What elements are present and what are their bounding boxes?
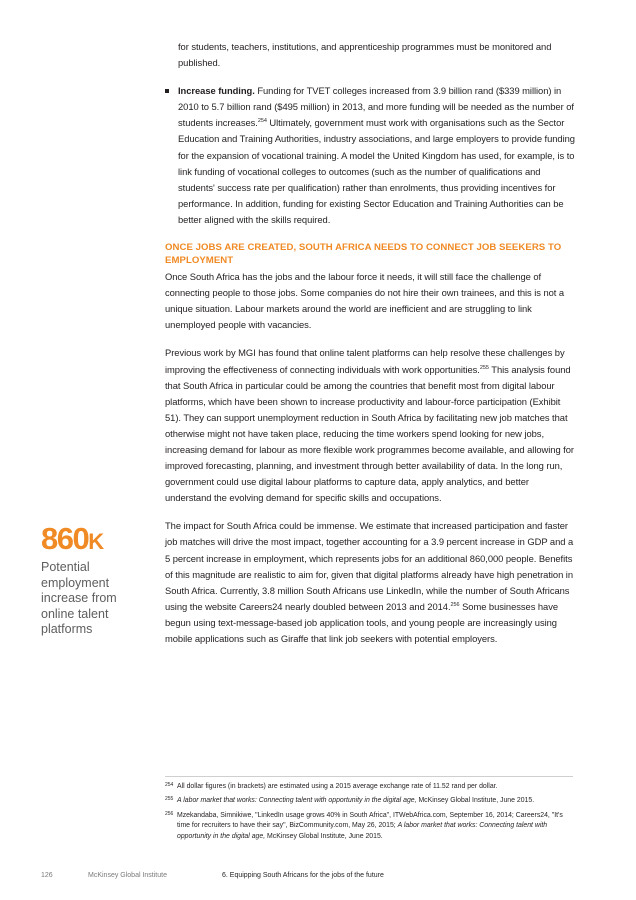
footnote-number: 256: [165, 810, 174, 817]
paragraph-2: [165, 345, 575, 506]
callout-number: 860: [41, 521, 89, 556]
footnote-number: 255: [165, 796, 174, 803]
footnote-text-end: McKinsey Global Institute, June 2015.: [265, 832, 383, 840]
paragraph-1: Once South Africa has the jobs and the labour force it needs, it will still face the challenge of connecting people to those jobs. Some companies do not hire their own trainees, and this is not a unique situation. Labour markets around the world are inefficient and are struggling to link unemployed people with vacancies.: [165, 271, 565, 331]
footnotes: [165, 782, 575, 846]
footnote-divider: [165, 776, 573, 777]
footnote-number: 254: [165, 782, 174, 788]
paragraph-2-text-b: This analysis found that South Africa in particular could be among the countries that benefit most from digital labour platforms, which have been shown to increase productivity and labour-force participation (Exhibit 51). They can support unemployment reduction in South Africa by facilitating new job matches that otherwise might not have taken place, reducing the time workers spend looking for new jobs, increasing demand for labour as more flexible work programmes become available, and allowing for improved forecasting, planning, and investment through better availability of data. In the long run, government could use digital labour platforms to capture data, apply analytics, and better understand the evolving demand for specific skills and occupations.: [165, 363, 574, 504]
footnote-ref-256: 256: [450, 601, 460, 608]
bullet-lead: Increase funding.: [178, 85, 255, 97]
footnote-title: A labor market that works: Connecting talent with opportunity in the digital age,: [177, 822, 548, 840]
bullet-increase-funding: [165, 83, 575, 228]
paragraph-3-text-a: The impact for South Africa could be immense. We estimate that increased participation and faster job matches will drive the most impact, together accounting for a 3.9 percent increase in GDP and a 5 percent increase in employment, which represents jobs for an additional 860,000 people. Benefits of this magnitude are realistic to aim for, given that digital platforms already have high penetration in South Africa. Currently, 3.8 million South Africans use LinkedIn, while the number of South Africans using the website Careers24 nearly doubled between 2013 and 2014.: [165, 520, 574, 612]
paragraph-3: [165, 518, 575, 647]
chapter-title: 6. Equipping South Africans for the jobs of the future: [222, 872, 384, 879]
continued-bullet-text: for students, teachers, institutions, and apprenticeship programmes must be monitored and published.: [178, 41, 552, 69]
callout-unit: K: [88, 529, 105, 554]
footnote: [165, 811, 575, 842]
bullet-square-icon: [165, 89, 169, 93]
footnote-ref-254: 254: [257, 118, 267, 125]
bullet-text-a: Funding for TVET colleges increased from 3.9 billion rand ($339 million) in 2010 to 5.7 billion rand ($495 million) in 2013, and more funding will be needed as the number of students increases.: [178, 85, 574, 129]
callout-stat: [41, 523, 141, 558]
publisher-name: McKinsey Global Institute: [88, 872, 167, 879]
section-heading: ONCE JOBS ARE CREATED, SOUTH AFRICA NEEDS TO CONNECT JOB SEEKERS TO EMPLOYMENT: [165, 242, 562, 267]
footnote-text: McKinsey Global Institute, June 2015.: [416, 797, 535, 805]
callout-caption: Potential employment increase from online talent platforms: [41, 560, 117, 636]
paragraph-2-text-a: Previous work by MGI has found that online talent platforms can help resolve these challenges by improving the effectiveness of connecting individuals with work opportunities.: [165, 347, 565, 375]
footnote: [165, 796, 575, 806]
footnote-text: All dollar figures (in brackets) are estimated using a 2015 average exchange rate of 11.52 rand per dollar.: [177, 783, 498, 790]
footnote-text: Mzekandaba, Simnikiwe, "LinkedIn usage grows 40% in South Africa", ITWebAfrica.com, September 16, 2014; Careers24, "It's time for recruiters to have their say", BizCommunity.com, May 26, 2015;: [177, 811, 563, 830]
footnote-ref-255: 255: [479, 364, 489, 371]
main-column: [165, 39, 575, 659]
footnote-title: A labor market that works: Connecting talent with opportunity in the digital age,: [177, 797, 417, 805]
footnote: [165, 782, 575, 792]
page-number: 126: [41, 872, 53, 879]
paragraph-3-text-b: Some businesses have begun using text-message-based job application tools, and young people are increasingly using mobile applications such as Giraffe that link job seekers with potential employers.: [165, 600, 559, 644]
bullet-text-b: Ultimately, government must work with organisations such as the Sector Education and Training Authorities, industry associations, and large employers to provide funding for the expansion of vocational training. A model the United Kingdom has used, for example, is to link funding of vocational colleges to outcomes (such as the number of qualifications and students' success rate per qualification) rather than enrolments, thus providing incentives for performance. In addition, funding for existing Sector Education and Training Authorities can be better aligned with the skills required.: [178, 117, 575, 225]
sidebar-callout: [41, 523, 141, 638]
